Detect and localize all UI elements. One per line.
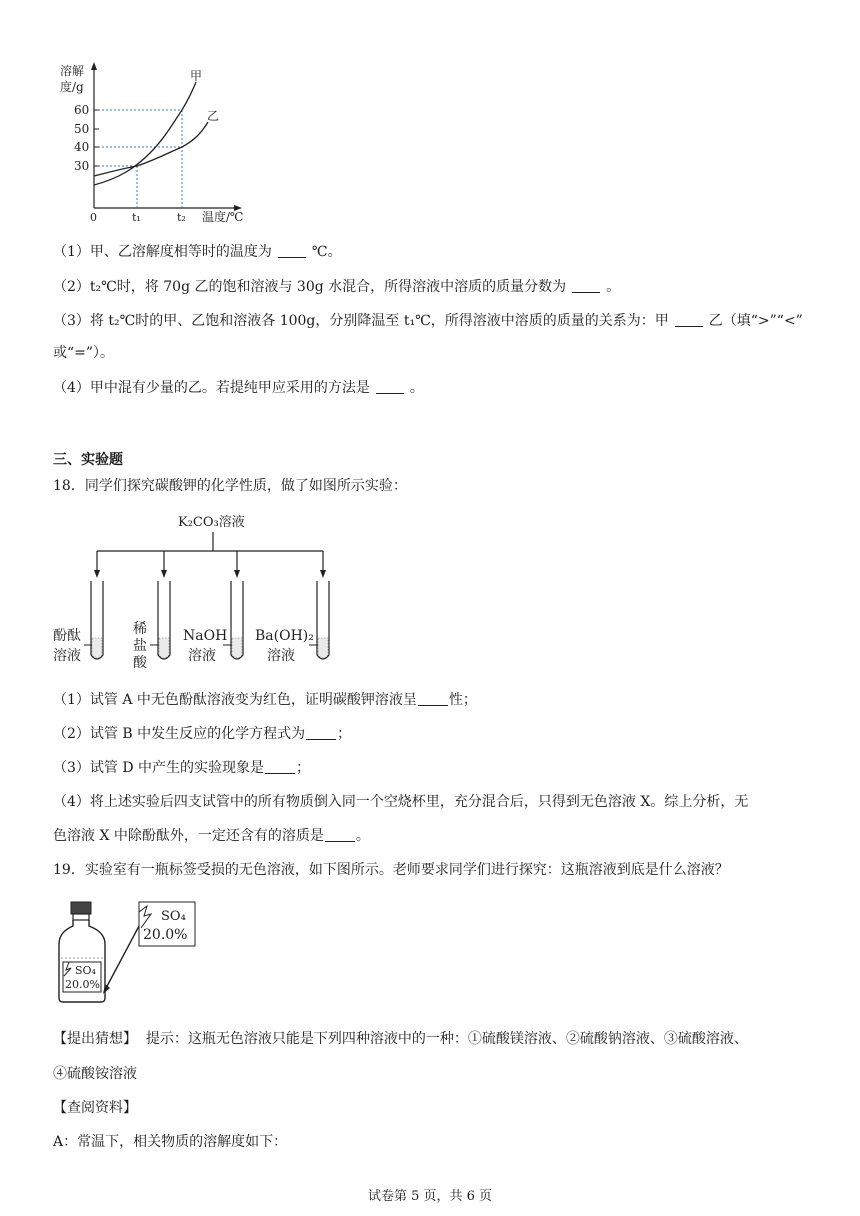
zoomed-label-percent: 20.0% [143,927,188,943]
y-axis-arrow [91,62,97,70]
bottle-figure [55,898,205,1006]
tube-d [309,581,329,659]
tube-c-label-2: 溶液 [188,648,216,664]
page-footer: 试卷第 5 页，共 6 页 [367,1189,493,1204]
tube-b-label-1: 稀 [133,621,147,637]
tube-c-label-1: NaOH [183,628,228,644]
q18-p1: （1）试管 A 中无色酚酞溶液变为红色，证明碳酸钾溶液呈 性； [53,692,477,708]
q19-guess-cont: ④硫酸铵溶液 [53,1066,137,1082]
y-tick-60: 60 [74,103,90,117]
tube-d-label-2: 溶液 [267,648,295,664]
answer-blank[interactable] [278,243,306,258]
x-tick-t2: t₂ [177,211,186,222]
bottle-label-formula: SO₄ [75,964,96,977]
zoomed-label-formula: SO₄ [161,909,186,924]
y-label-1: 溶解 [60,64,85,78]
answer-blank[interactable] [306,725,336,740]
answer-blank[interactable] [376,379,404,394]
q19-stem: 19．实验室有一瓶标签受损的无色溶液，如下图所示。老师要求同学们进行探究：这瓶溶液到底是什么溶液？ [53,862,729,878]
solubility-graph [50,58,260,222]
q18-p4: （4）将上述实验后四支试管中的所有物质倒入同一个空烧杯里，充分混合后，只得到无色溶液 X。综上分析，无 [53,794,749,810]
y-tick-50: 50 [74,122,90,136]
q17-p4: （4）甲中混有少量的乙。若提纯甲应采用的方法是 。 [53,380,424,396]
answer-blank[interactable] [265,759,295,774]
tube-d-label-1: Ba(OH)₂ [255,628,314,644]
section-title: 三、实验题 [53,452,123,468]
q17-p1: （1）甲、乙溶解度相等时的温度为 ℃。 [53,244,342,260]
q18-stem: 18．同学们探究碳酸钾的化学性质，做了如图所示实验： [53,478,407,494]
y-tick-30: 30 [74,159,90,173]
curve-yi-label: 乙 [207,109,220,123]
answer-blank[interactable] [572,278,600,293]
tube-c [223,581,243,659]
q17-p3-cont: 或“=”）。 [53,345,115,361]
tube-b [150,581,170,659]
curve-jia [94,82,196,185]
curve-jia-label: 甲 [190,69,203,83]
q17-p2: （2）t₂℃时，将 70g 乙的饱和溶液与 30g 水混合，所得溶液中溶质的质量分数为 。 [53,279,621,295]
q18-p2: （2）试管 B 中发生反应的化学方程式为 ； [53,726,352,742]
y-tick-40: 40 [74,140,90,154]
x-label: 温度/℃ [202,210,244,222]
origin-label: 0 [90,211,97,222]
answer-blank[interactable] [675,312,703,327]
y-label-2: 度/g [60,80,84,94]
q17-p3: （3）将 t₂℃时的甲、乙饱和溶液各 100g，分别降温至 t₁℃，所得溶液中溶质的质量的关系为：甲 乙（填“>”“<” [53,313,803,329]
q18-p3: （3）试管 D 中产生的实验现象是 ； [53,760,311,776]
tube-a-label-2: 溶液 [53,648,81,664]
k2co3-label: K₂CO₃溶液 [178,515,245,530]
experiment-figure [50,505,350,670]
q18-p4-cont: 色溶液 X 中除酚酞外，一定还含有的溶质是 。 [53,828,370,844]
answer-blank[interactable] [325,827,355,842]
q19-guess: 【提出猜想】 提示：这瓶无色溶液只能是下列四种溶液中的一种：①硫酸镁溶液、②硫酸钠溶液、③硫酸溶液、 [53,1031,748,1047]
q19-ref-a: A：常温下，相关物质的溶解度如下： [53,1134,288,1150]
tube-a [84,581,103,659]
answer-blank[interactable] [418,691,448,706]
x-tick-t1: t₁ [132,211,141,222]
tube-b-label-3: 酸 [133,655,147,670]
tube-a-label-1: 酚酞 [53,628,81,644]
q19-ref-title: 【查阅资料】 [53,1100,137,1116]
curve-yi [94,122,208,176]
bottle-label-percent: 20.0% [65,978,100,991]
bottle-cap [71,902,91,914]
tube-b-label-2: 盐 [133,638,147,654]
